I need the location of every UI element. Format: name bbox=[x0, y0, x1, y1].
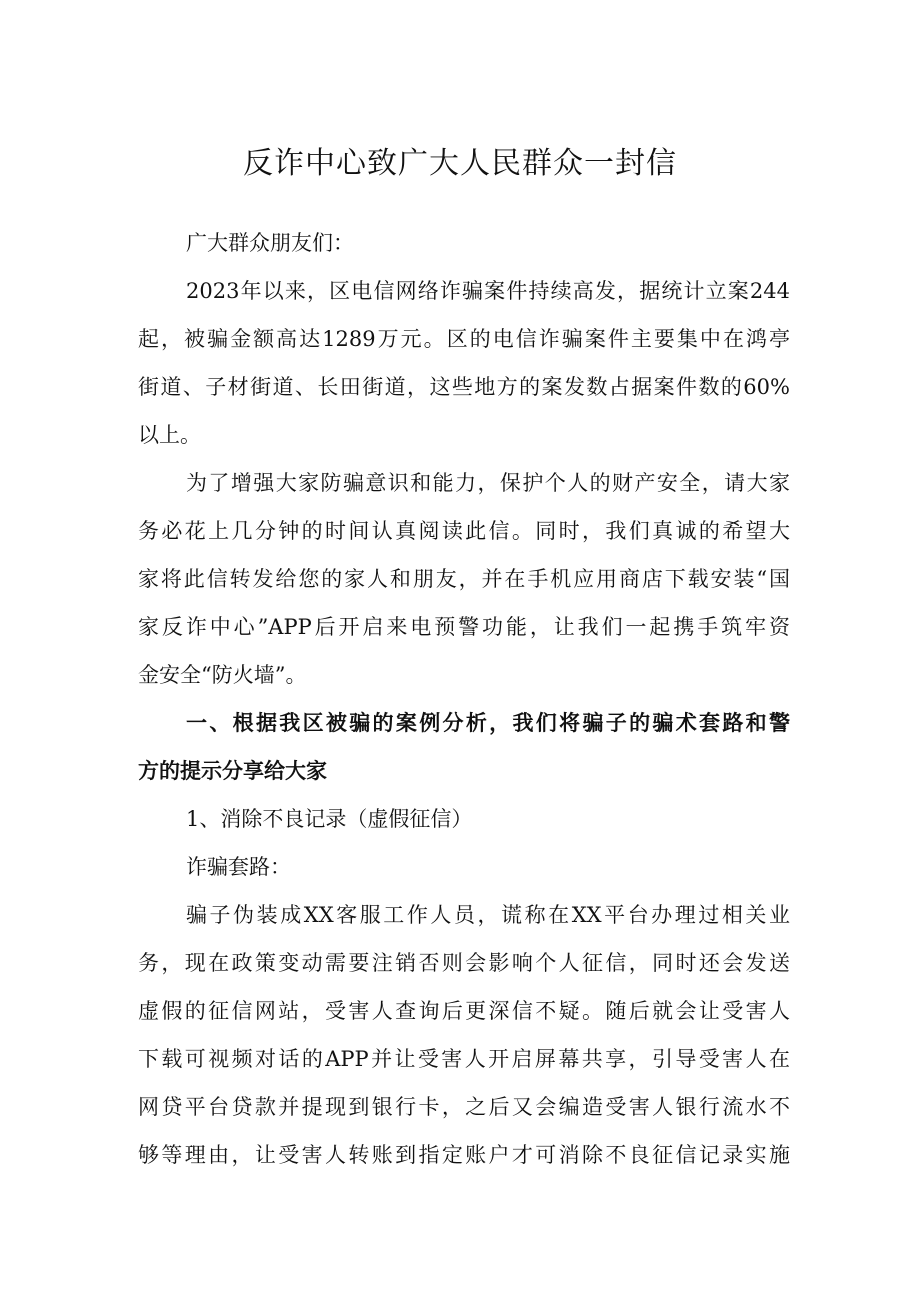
greeting: 广大群众朋友们： bbox=[186, 231, 354, 255]
paragraph-3-line-1: 骗子伪装成XX客服工作人员，谎称在XX平台办理过相关业 bbox=[186, 903, 790, 927]
paragraph-2-line-2: 务必花上几分钟的时间认真阅读此信。同时，我们真诚的希望大 bbox=[138, 519, 790, 543]
item-1-title: 1、消除不良记录（虚假征信） bbox=[186, 807, 473, 831]
paragraph-3-line-2: 务，现在政策变动需要注销否则会影响个人征信，同时还会发送 bbox=[138, 951, 790, 975]
paragraph-1-line-4: 以上。 bbox=[138, 423, 201, 447]
paragraph-2-line-1: 为了增强大家防骗意识和能力，保护个人的财产安全，请大家 bbox=[186, 471, 790, 495]
paragraph-3-line-3: 虚假的征信网站，受害人查询后更深信不疑。随后就会让受害人 bbox=[138, 999, 790, 1023]
paragraph-1-line-1: 2023年以来，区电信网络诈骗案件持续高发，据统计立案244 bbox=[186, 279, 790, 303]
paragraph-3-line-6: 够等理由，让受害人转账到指定账户才可消除不良征信记录实施 bbox=[138, 1143, 790, 1167]
section-1-heading-line-1: 一、根据我区被骗的案例分析，我们将骗子的骗术套路和警 bbox=[186, 711, 790, 735]
paragraph-3-line-5: 网贷平台贷款并提现到银行卡，之后又会编造受害人银行流水不 bbox=[138, 1095, 790, 1119]
item-1-subtitle: 诈骗套路： bbox=[186, 855, 291, 879]
section-1-heading-line-2: 方的提示分享给大家 bbox=[138, 759, 327, 783]
paragraph-3-line-4: 下载可视频对话的APP并让受害人开启屏幕共享，引导受害人在 bbox=[138, 1047, 790, 1071]
paragraph-1-line-2: 起，被骗金额高达1289万元。区的电信诈骗案件主要集中在鸿亭 bbox=[138, 327, 790, 351]
paragraph-2-line-4: 家反诈中心”APP后开启来电预警功能，让我们一起携手筑牢资 bbox=[138, 615, 790, 639]
paragraph-1-line-3: 街道、子材街道、长田街道，这些地方的案发数占据案件数的60% bbox=[138, 375, 790, 399]
paragraph-2-line-5: 金安全“防火墙”。 bbox=[138, 663, 307, 687]
paragraph-2-line-3: 家将此信转发给您的家人和朋友，并在手机应用商店下载安装“国 bbox=[138, 567, 790, 591]
letter-title: 反诈中心致广大人民群众一封信 bbox=[243, 146, 677, 181]
